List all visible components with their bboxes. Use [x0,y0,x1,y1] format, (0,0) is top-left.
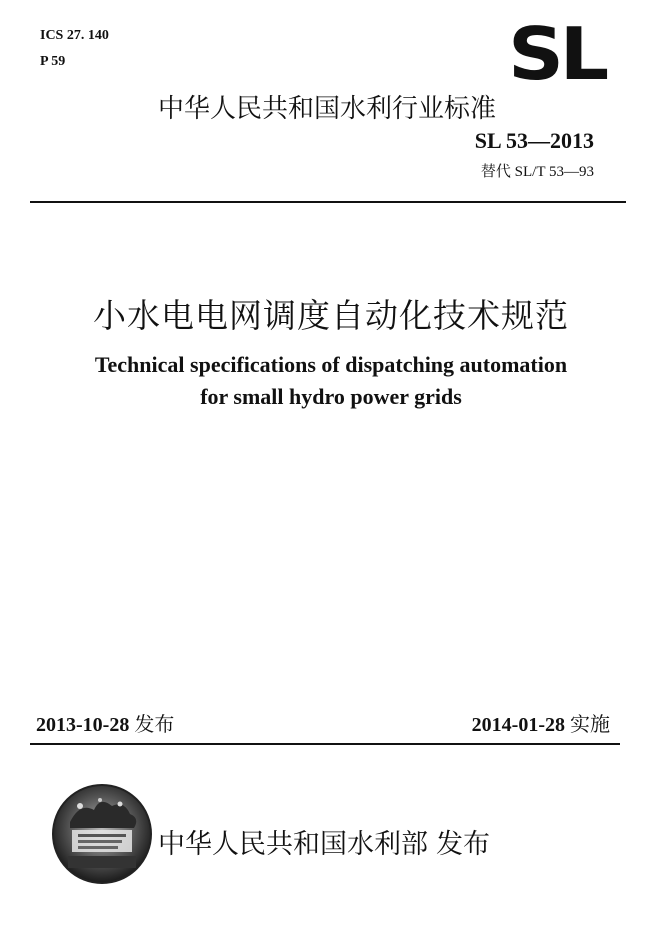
issue-date [36,708,174,737]
title-english-line1: Technical specifications of dispatching automation [94,352,568,377]
title-english-line2: for small hydro power grids [200,384,462,409]
bottom-divider [30,743,620,745]
publish-label: 发布 [436,829,490,860]
standard-number: SL 53—2013 [474,128,594,153]
industry-standard-heading: 中华人民共和国水利行业标准 [158,94,497,124]
implement-date-value: 2014-01-28 [471,714,565,736]
sl-logo: SL [508,12,605,96]
implementation-date [472,708,610,737]
implement-label: 实施 [570,712,610,736]
anti-counterfeit-seal-icon [50,782,154,886]
ccs-code: P 59 [40,54,66,69]
top-divider [30,201,626,203]
issue-date-value: 2013-10-28 [36,714,130,736]
issue-label: 发布 [134,712,175,736]
ics-code: ICS 27. 140 [40,28,109,43]
title-chinese: 小水电电网调度自动化技术规范 [93,296,569,335]
replaces-standard: 替代 SL/T 53—93 [480,164,594,180]
publisher-name: 中华人民共和国水利部 [158,829,428,860]
